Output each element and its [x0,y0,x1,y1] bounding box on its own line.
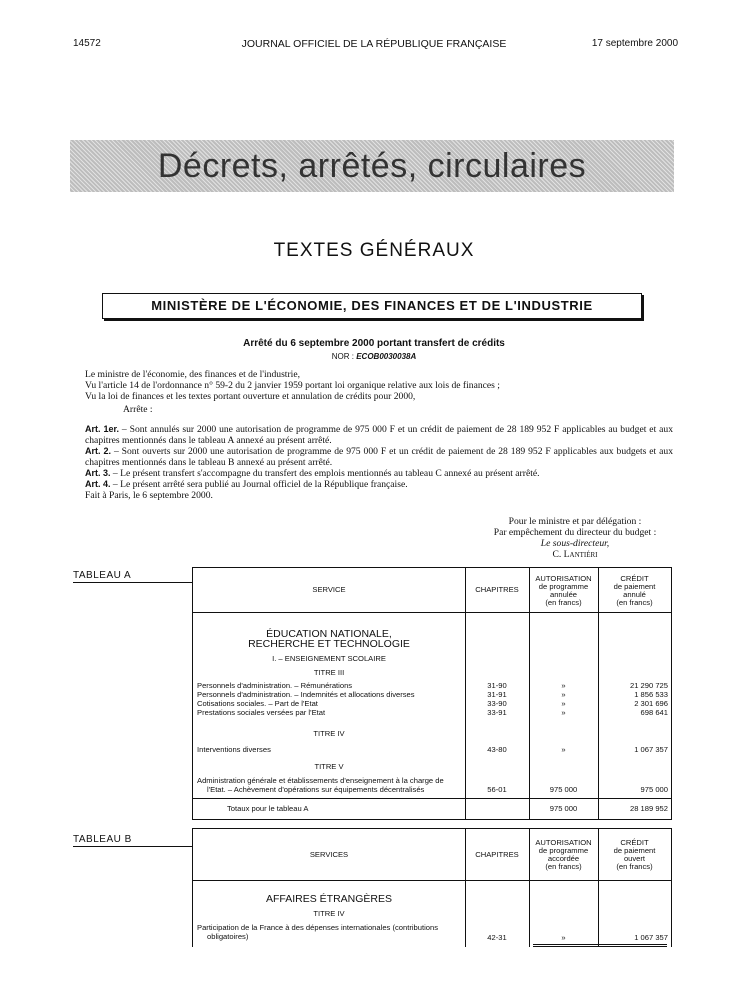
header-service: SERVICE [312,585,346,594]
chapitre-cell: 42-31 [487,933,507,942]
nor-code: ECOB0030038A [356,352,417,361]
subsection-heading: I. – ENSEIGNEMENT SCOLAIRE [272,654,386,663]
ap-cells: » » » » [561,681,566,717]
tableau-a-label: TABLEAU A [73,570,193,583]
article-text: – Sont ouverts sur 2000 une autorisation de programme de 975 000 F et un crédit de paiement de 28 189 952 F applicables aux budgets et aux chapitres mentionnés dans le tableau B annexé au présent arrêté. [85,446,673,468]
preamble-line: Vu la loi de finances et les textes portant ouverture et annulation de crédits pour 2000, [85,391,416,402]
nor-label: NOR : [331,352,354,361]
chapitre-cell: 56-01 [487,785,507,794]
preamble [85,369,673,415]
tableau-b-label: TABLEAU B [73,834,193,847]
ministry-box [102,293,642,319]
article-text: – Le présent transfert s'accompagne du transfert des emplois mentionnés au tableau C annexé au présent arrêté. [110,468,540,479]
signature-line: Par empêchement du directeur du budget : [493,527,657,538]
titre-iv-heading: TITRE IV [313,909,345,918]
header-credit: CRÉDIT de paiement annulé (en francs) [613,574,656,607]
article-1 [85,424,673,446]
nor-reference [0,352,748,361]
arrete-line: Arrête : [123,404,153,415]
header-chapitres: CHAPITRES [475,850,519,859]
signatory-name: C. Lantiéri [552,549,598,560]
done-at: Fait à Paris, le 6 septembre 2000. [85,490,213,501]
ministry-name: MINISTÈRE DE L'ÉCONOMIE, DES FINANCES ET DE L'INDUSTRIE [151,298,593,313]
section-banner [70,140,674,192]
ap-cell: 975 000 [549,785,578,794]
article-text: – Sont annulés sur 2000 une autorisation de programme de 975 000 F et un crédit de paiement de 28 189 952 F applicables au budget et aux chapitres mentionnés dans le tableau A annexé au présent arrêté. [85,424,673,446]
journal-title: JOURNAL OFFICIEL DE LA RÉPUBLIQUE FRANÇAISE [241,38,507,50]
preamble-line: Le ministre de l'économie, des finances et de l'industrie, [85,369,300,380]
table-row: Personnels d'administration. – Rémunérations Personnels d'administration. – Indemnités et allocations diverses Cotisations sociales. – Part de l'Etat Prestations sociales versées par l'Etat [197,681,415,717]
article-label: Art. 2. [85,446,112,456]
ap-cell: » [561,745,566,754]
article-label: Art. 3. [85,468,111,478]
ministry-heading: ÉDUCATION NATIONALE, RECHERCHE ET TECHNOLOGIE [248,628,410,650]
cp-cell: 975 000 [640,785,668,794]
article-label: Art. 4. [85,479,111,489]
chapitre-cell: 43-80 [487,745,507,754]
section-title: TEXTES GÉNÉRAUX [273,240,475,261]
titre-v-heading: TITRE V [314,762,344,771]
ministry-heading: AFFAIRES ÉTRANGÈRES [265,893,393,905]
ap-cell: » [561,933,566,942]
cp-cell: 1 067 357 [634,745,668,754]
total-label: Totaux pour le tableau A [227,804,309,813]
table-row: Interventions diverses [197,745,271,754]
total-cp: 28 189 952 [629,804,668,813]
titre-iii-heading: TITRE III [313,668,345,677]
page-number: 14572 [73,38,101,49]
banner-text: Décrets, arrêtés, circulaires [157,147,587,185]
cp-cells: 21 290 725 1 856 533 2 301 696 698 641 [629,681,668,717]
total-ap: 975 000 [549,804,578,813]
signature-block [470,516,680,560]
article-2 [85,446,673,468]
issue-date: 17 septembre 2000 [591,38,678,49]
table-row: Participation de la France à des dépenses internationales (contributions obligatoires) [197,923,439,941]
article-label: Art. 1er. [85,424,120,434]
header-services: SERVICES [309,850,349,859]
article-3 [85,468,673,479]
cp-cell: 1 067 357 [634,933,668,942]
header-chapitres: CHAPITRES [475,585,519,594]
article-text: – Le présent arrêté sera publié au Journal officiel de la République française. [110,479,408,490]
signature-title: Le sous-directeur, [540,538,610,549]
chapitre-cells: 31-90 31-91 33-90 33-91 [487,681,507,717]
decree-title: Arrêté du 6 septembre 2000 portant transfert de crédits [243,338,505,349]
total-rule [533,944,667,947]
preamble-line: Vu l'article 14 de l'ordonnance n° 59-2 du 2 janvier 1959 portant loi organique relative aux lois de finances ; [85,380,500,391]
signature-line: Pour le ministre et par délégation : [508,516,642,527]
header-credit: CRÉDIT de paiement ouvert (en francs) [613,838,656,871]
header-autorisation: AUTORISATION de programme accordée (en francs) [535,838,592,871]
tableau-b [192,828,672,947]
titre-iv-heading: TITRE IV [313,729,345,738]
article-4 [85,479,673,490]
tableau-a [192,567,672,820]
table-row: Administration générale et établissements d'enseignement à la charge de l'Etat. – Achèvement d'opérations sur équipements décentralisés [197,776,444,794]
articles [85,424,673,501]
header-autorisation: AUTORISATION de programme annulée (en francs) [535,574,592,607]
